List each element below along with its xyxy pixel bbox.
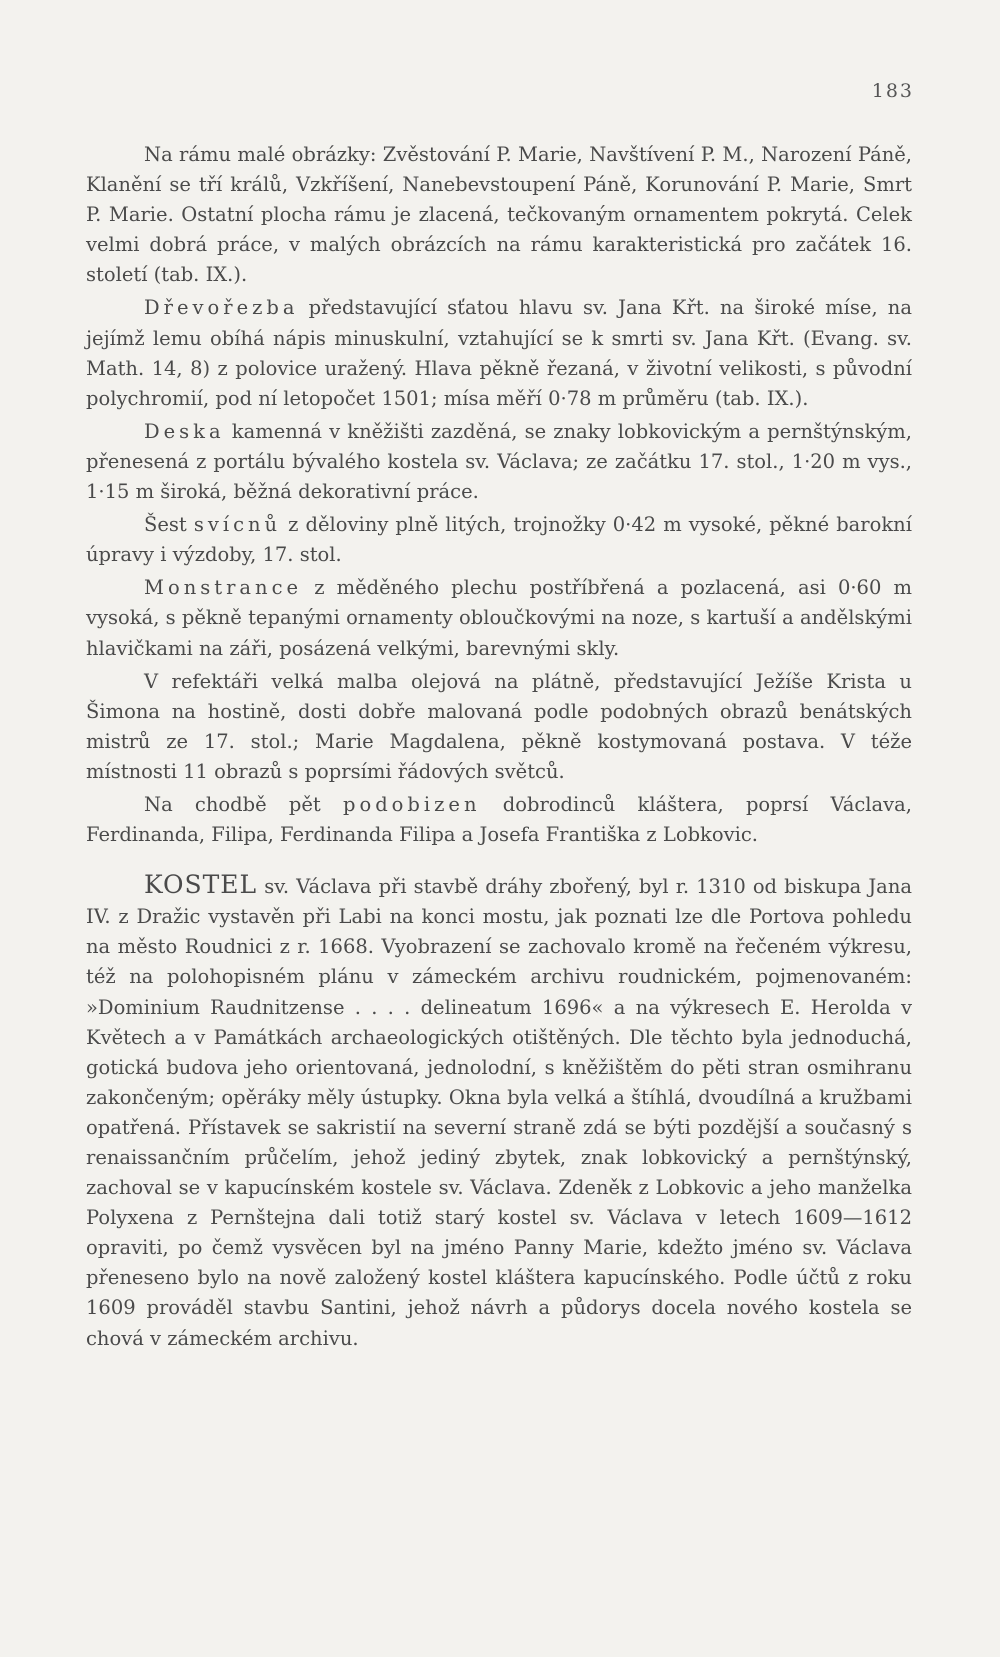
paragraph-woodcarving bbox=[86, 293, 912, 413]
paragraph-stone-slab bbox=[86, 417, 912, 507]
paragraph-text: Na rámu malé obrázky: Zvěstování P. Marie, Navštívení P. M., Narození Páně, Klanění se tří králů, Vzkříšení, Nanebevstoupení Páně, Korunování P. Marie, Smrt P. Marie. Ostatní plocha rámu je zlacená, tečkovaným ornamentem pokrytá. Celek velmi dobrá práce, v malých obrázcích na rámu karakteristická pro začátek 16. století (tab. IX.). bbox=[86, 143, 912, 287]
paragraph-text: dobrodinců kláštera, poprsí Václava, Ferdinanda, Filipa, Ferdinanda Filipa a Josefa Františka z Lobkovic. bbox=[86, 792, 912, 847]
body-text bbox=[86, 140, 912, 1354]
paragraph-portraits bbox=[86, 790, 912, 850]
spaced-term: podobizen bbox=[342, 792, 481, 816]
paragraph-text: z děloviny plně litých, trojnožky 0·42 m vysoké, pěkné barokní úpravy i výzdoby, 17. stol. bbox=[86, 513, 912, 567]
paragraph-text: V refektáři velká malba olejová na plátně, představující Ježíše Krista u Šimona na hostině, dosti dobře malovaná podle podobných obrazů benátských mistrů ze 17. stol.; Marie Magdalena, pěkně kostymovaná postava. V téže místnosti 11 obrazů s poprsími řádových světců. bbox=[86, 669, 912, 783]
paragraph-frame-images bbox=[86, 140, 912, 290]
section-heading: KOSTEL bbox=[144, 870, 258, 900]
spaced-term: Deska bbox=[144, 419, 225, 443]
spaced-term: Dřevořezba bbox=[144, 296, 299, 320]
paragraph-prefix: Na chodbě pět bbox=[144, 792, 343, 816]
spaced-term: svícnů bbox=[193, 513, 282, 537]
page-number: 183 bbox=[871, 80, 914, 102]
section-text: sv. Václava při stavbě dráhy zbořený, byl r. 1310 od biskupa Jana IV. z Dražic vystavěn při Labi na konci mostu, jak poznati lze dle Portova pohledu na město Roudnici z r. 1668. Vyobrazení se zachovalo kromě na řečeném výkresu, též na polohopisném plánu v zámeckém archivu roudnickém, pojmenovaném: »Dominium Raudnitzense . . . . delineatum 1696« a na výkresech E. Herolda v Květech a v Památkách archaeologických otištěných. Dle těchto byla jednoduchá, gotická budova jeho orientovaná, jednolodní, s kněžištěm do pěti stran osmihranu zakončeným; opěráky měly ústupky. Okna byla velká a štíhlá, dvoudílná a kružbami opatřená. Přístavek se sakristií na severní straně zdá se býti pozdější a současný s renaissančním průčelím, jehož jediný zbytek, znak lobkovický a pernštýnský, zachoval se v kapucínském kostele sv. Václava. Zdeněk z Lobkovic a jeho manželka Polyxena z Pernštejna dali totiž starý kostel sv. Václava v letech 1609—1612 opraviti, po čemž vysvěcen byl na jméno Panny Marie, kdežto jméno sv. Václava přeneseno bylo na nově založený kostel kláštera kapucínského. Podle účtů z roku 1609 prováděl stavbu Santini, jehož návrh a půdorys docela nového kostela se chová v zámeckém archivu. bbox=[86, 875, 912, 1350]
paragraph-text: z měděného plechu postříbřená a pozlacená, asi 0·60 m vysoká, s pěkně tepanými ornamenty obloučkovými na noze, s kartuší a andělskými hlavičkami na záři, posázená velkými, barevnými skly. bbox=[86, 576, 912, 660]
paragraph-monstrance bbox=[86, 573, 912, 663]
paragraph-refectory bbox=[86, 667, 912, 787]
paragraph-candlesticks bbox=[86, 510, 912, 570]
spaced-term: Monstrance bbox=[144, 576, 303, 600]
paragraph-text: kamenná v kněžišti zazděná, se znaky lobkovickým a pernštýnským, přenesená z portálu bývalého kostela sv. Václava; ze začátku 17. stol., 1·20 m vys., 1·15 m široká, běžná dekorativní práce. bbox=[86, 419, 912, 504]
paragraph-text: představující sťatou hlavu sv. Jana Křt. na široké míse, na jejímž lemu obíhá nápis minuskulní, vztahující se k smrti sv. Jana Křt. (Evang. sv. Math. 14, 8) z polovice uražený. Hlava pěkně řezaná, v životní velikosti, s původní polychromií, pod ní letopočet 1501; mísa měří 0·78 m průměru (tab. IX.). bbox=[86, 296, 912, 410]
paragraph-prefix: Šest bbox=[144, 513, 194, 537]
section-kostel bbox=[86, 870, 912, 1354]
